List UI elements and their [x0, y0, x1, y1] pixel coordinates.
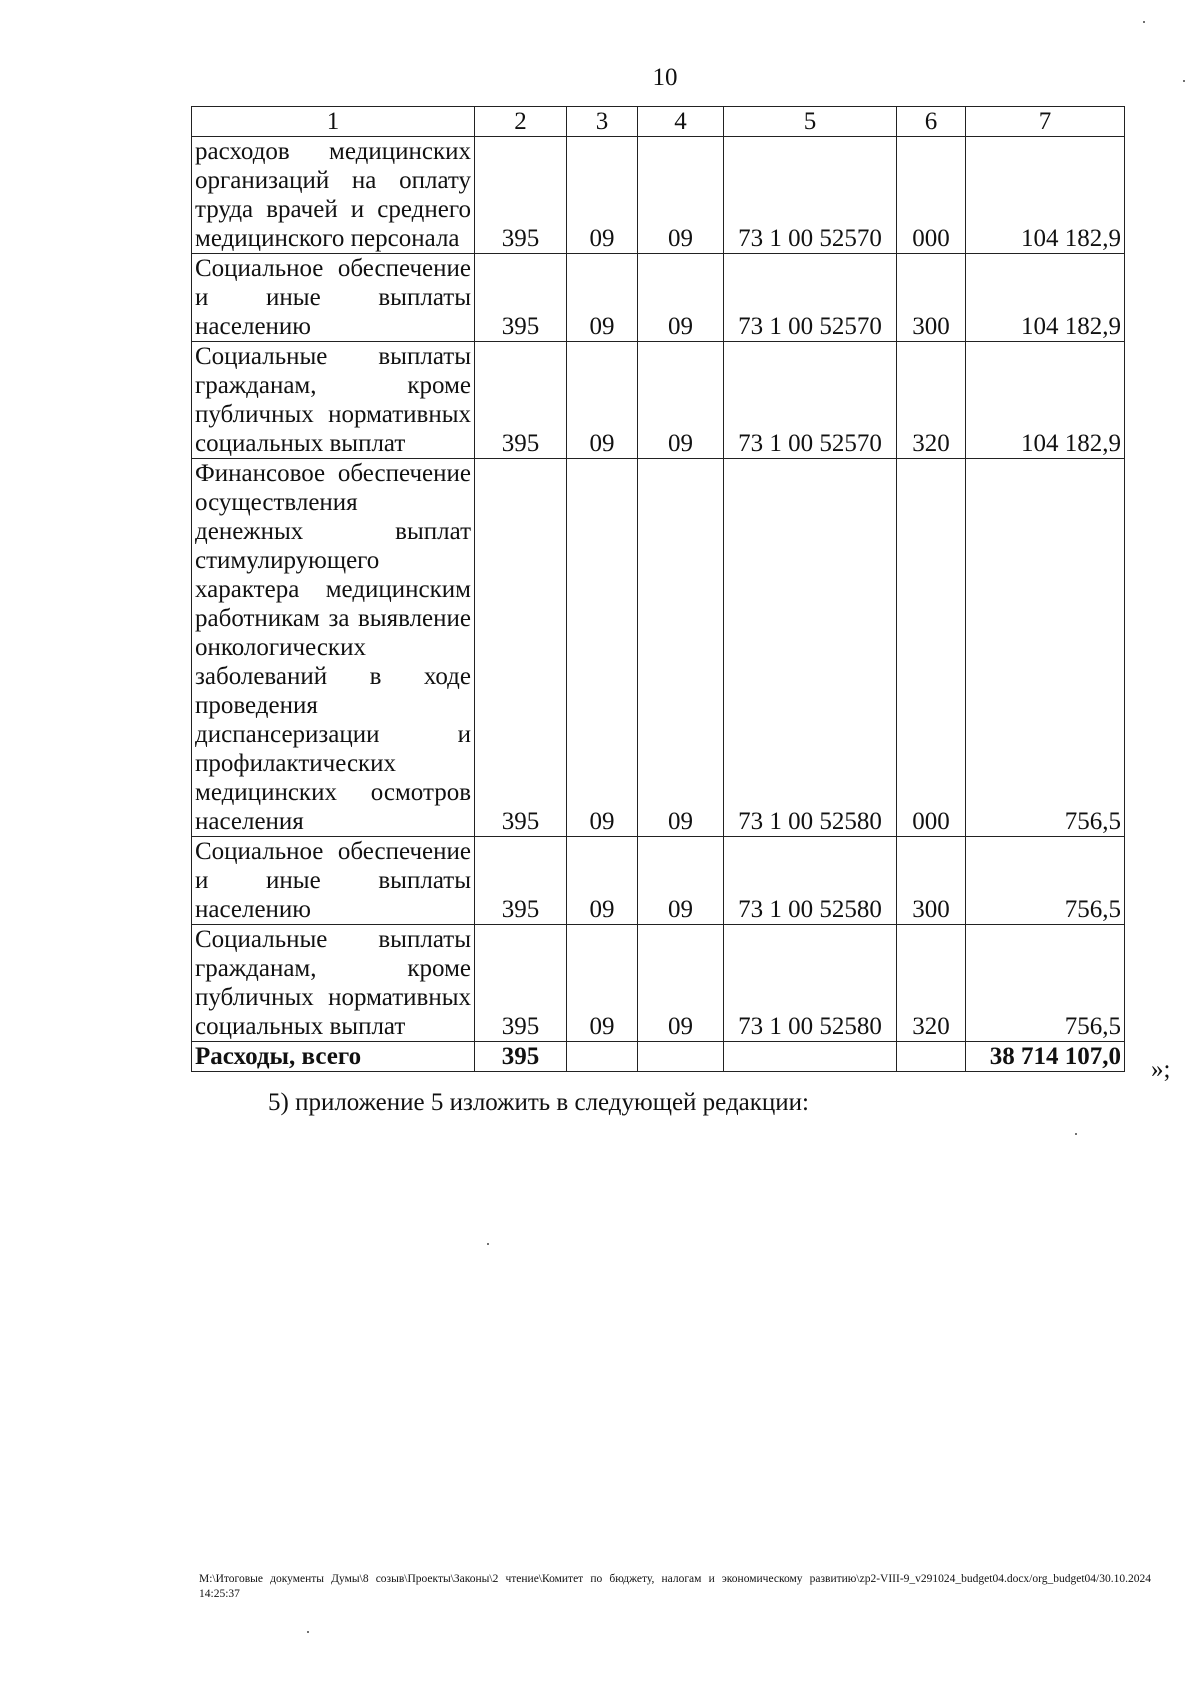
description-line: социальных выплат: [195, 1013, 406, 1040]
ministry-code-cell: 395: [475, 137, 567, 254]
description-line: публичных нормативных: [195, 984, 471, 1011]
amount-cell: 104 182,9: [966, 254, 1125, 342]
scan-speck: [1075, 1133, 1077, 1135]
amount-cell: 756,5: [966, 837, 1125, 925]
description-line: онкологических: [195, 634, 366, 661]
section-cell: 09: [567, 342, 638, 459]
description-cell: [192, 925, 475, 1042]
ministry-code-cell: 395: [475, 925, 567, 1042]
column-header: 3: [567, 107, 638, 137]
subsection-cell: 09: [638, 925, 724, 1042]
scan-speck: [307, 1631, 309, 1633]
table-row: [192, 459, 1125, 837]
amount-cell: 756,5: [966, 925, 1125, 1042]
description-line: работникам за выявление: [195, 605, 471, 632]
description-line: проведения: [195, 692, 318, 719]
empty-cell: [897, 1042, 966, 1072]
column-header: 1: [192, 107, 475, 137]
column-header: 4: [638, 107, 724, 137]
description-line: и иные выплаты: [195, 867, 471, 894]
section-cell: 09: [567, 254, 638, 342]
description-cell: [192, 342, 475, 459]
target-article-cell: 73 1 00 52570: [724, 254, 897, 342]
table-row: [192, 342, 1125, 459]
ministry-code-cell: 395: [475, 254, 567, 342]
table-total-row: [192, 1042, 1125, 1072]
table-row: [192, 925, 1125, 1042]
description-line: социальных выплат: [195, 430, 406, 457]
description-line: Социальные выплаты: [195, 926, 471, 953]
description-line: гражданам, кроме: [195, 372, 471, 399]
description-line: заболеваний в ходе: [195, 663, 471, 690]
description-line: публичных нормативных: [195, 401, 471, 428]
scan-speck: [1183, 80, 1185, 82]
page-number: 10: [652, 64, 678, 91]
scan-speck: [487, 1243, 489, 1245]
amount-cell: 756,5: [966, 459, 1125, 837]
section-cell: 09: [567, 925, 638, 1042]
ministry-code-cell: 395: [475, 459, 567, 837]
description-line: медицинского персонала: [195, 225, 460, 252]
description-line: Социальное обеспечение: [195, 838, 471, 865]
description-line: профилактических: [195, 750, 397, 777]
table-header-row: [192, 107, 1125, 137]
subsection-cell: 09: [638, 459, 724, 837]
total-ministry-code: 395: [475, 1042, 567, 1072]
total-amount: 38 714 107,0: [966, 1042, 1125, 1072]
description-line: осуществления: [195, 489, 358, 516]
description-line: населению: [195, 313, 311, 340]
section-cell: 09: [567, 837, 638, 925]
amount-cell: 104 182,9: [966, 137, 1125, 254]
section-cell: 09: [567, 459, 638, 837]
closing-quote: »;: [1151, 1056, 1171, 1083]
description-cell: [192, 459, 475, 837]
description-line: труда врачей и среднего: [195, 196, 471, 223]
expense-type-cell: 300: [897, 254, 966, 342]
ministry-code-cell: 395: [475, 837, 567, 925]
total-label: Расходы, всего: [192, 1042, 475, 1072]
description-line: расходов медицинских: [195, 138, 471, 165]
description-line: стимулирующего: [195, 547, 380, 574]
description-line: Социальные выплаты: [195, 343, 471, 370]
subsection-cell: 09: [638, 137, 724, 254]
column-header: 7: [966, 107, 1125, 137]
section-cell: 09: [567, 137, 638, 254]
description-line: и иные выплаты: [195, 284, 471, 311]
description-line: диспансеризации и: [195, 721, 471, 748]
column-header: 6: [897, 107, 966, 137]
column-header: 2: [475, 107, 567, 137]
target-article-cell: 73 1 00 52580: [724, 837, 897, 925]
expense-type-cell: 300: [897, 837, 966, 925]
subsection-cell: 09: [638, 254, 724, 342]
description-line: населению: [195, 896, 311, 923]
description-line: денежных выплат: [195, 518, 471, 545]
amendment-text: 5) приложение 5 изложить в следующей редакции:: [268, 1089, 809, 1116]
target-article-cell: 73 1 00 52570: [724, 137, 897, 254]
ministry-code-cell: 395: [475, 342, 567, 459]
description-line: гражданам, кроме: [195, 955, 471, 982]
description-line: Социальное обеспечение: [195, 255, 471, 282]
description-line: организаций на оплату: [195, 167, 471, 194]
table-row: [192, 137, 1125, 254]
target-article-cell: 73 1 00 52580: [724, 925, 897, 1042]
subsection-cell: 09: [638, 837, 724, 925]
description-cell: [192, 837, 475, 925]
description-line: Финансовое обеспечение: [195, 460, 471, 487]
description-line: характера медицинским: [195, 576, 471, 603]
subsection-cell: 09: [638, 342, 724, 459]
table-row: [192, 837, 1125, 925]
target-article-cell: 73 1 00 52580: [724, 459, 897, 837]
description-line: населения: [195, 808, 304, 835]
column-header: 5: [724, 107, 897, 137]
description-cell: [192, 254, 475, 342]
expense-type-cell: 320: [897, 925, 966, 1042]
description-cell: [192, 137, 475, 254]
description-line: медицинских осмотров: [195, 779, 471, 806]
footer-file-path: M:\Итоговые документы Думы\8 созыв\Проекты\Законы\2 чтение\Комитет по бюджету, налогам и экономическому развитию\zp2-VIII-9_v291024_budget04.docx/org_budget04/30.10.2024 14:25:37: [199, 1573, 1151, 1600]
budget-table: [191, 106, 1125, 1072]
table-row: [192, 254, 1125, 342]
target-article-cell: 73 1 00 52570: [724, 342, 897, 459]
amount-cell: 104 182,9: [966, 342, 1125, 459]
expense-type-cell: 320: [897, 342, 966, 459]
expense-type-cell: 000: [897, 137, 966, 254]
scan-speck: [1143, 21, 1145, 23]
expense-type-cell: 000: [897, 459, 966, 837]
empty-cell: [724, 1042, 897, 1072]
empty-cell: [638, 1042, 724, 1072]
empty-cell: [567, 1042, 638, 1072]
